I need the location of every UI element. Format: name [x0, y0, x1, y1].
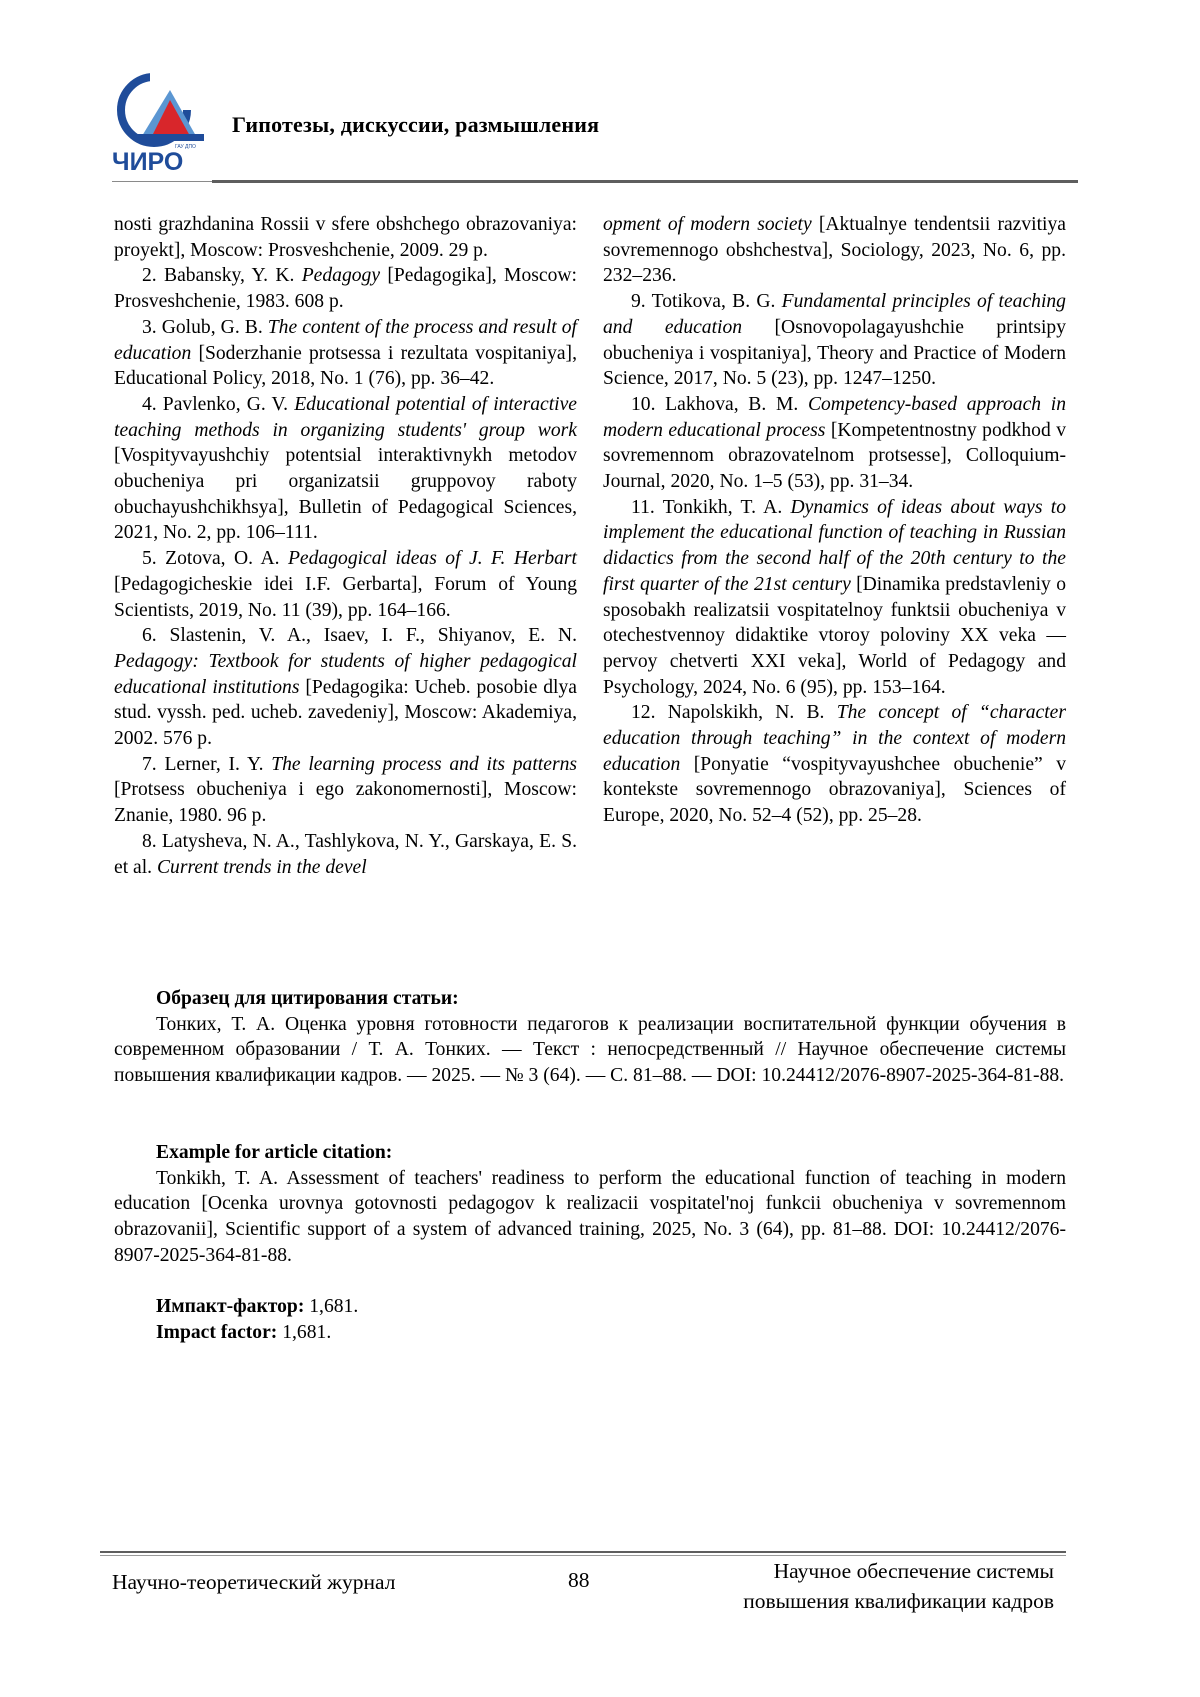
- chiro-logo: [112, 70, 212, 174]
- logo-gap: [150, 70, 212, 110]
- impact-factor-en: Impact factor: 1,681.: [156, 1321, 332, 1343]
- citation-en-heading: Example for article citation:: [156, 1142, 393, 1163]
- section-title: Гипотезы, дискуссии, размышления: [232, 112, 600, 137]
- reference-10: 10. Lakhova, B. M. Competency-based approach in modern educational process [Kompetentnostny podkhod v sovremennom obrazovatelnom protsesse], Colloquium-Journal, 2020, No. 1–5 (53), pp. 31–34.: [603, 393, 1066, 493]
- citation-ru-block: [114, 986, 1066, 1089]
- reference-11: 11. Tonkikh, T. A. Dynamics of ideas about ways to implement the educational function of teaching in Russian didactics from the second half of the 20th century to the first quarter of the 21st century [Dinamika predstavleniy o sposobakh realizatsii vospitatelnoy funktsii obucheniya v otechestvennoy didaktike vtoroy poloviny XX veka — pervoy chetverti XXI veka], World of Pedagogy and Psychology, 2024, No. 6 (95), pp. 153–164.: [603, 496, 1066, 698]
- impact-factor-ru: Импакт-фактор: 1,681.: [156, 1296, 359, 1317]
- reference-12: 12. Napolskikh, N. B. The concept of “character education through teaching” in the context of modern education [Ponyatie “vospityvayushchee obuchenie” v kontekste sovremennogo obrazovaniya], Sciences of Europe, 2020, No. 52–4 (52), pp. 25–28.: [603, 702, 1067, 827]
- footer-journal-title-line1: Научное обеспечение системы: [773, 1559, 1054, 1583]
- header-rule-left: [112, 181, 212, 182]
- logo-base-bar: [136, 134, 204, 141]
- citation-en-block: [114, 1140, 1066, 1269]
- reference-8-start: 8. Latysheva, N. A., Tashlykova, N. Y., Garskaya, E. S. et al. Current trends in the devel: [114, 830, 577, 878]
- logo-small-text: ГАУ ДПО: [175, 144, 196, 150]
- footer-rule: [100, 1551, 1066, 1553]
- citation-ru-heading: Образец для цитирования статьи:: [156, 988, 459, 1009]
- reference-3: 3. Golub, G. B. The content of the process and result of education [Soderzhanie protsessa i rezultata vospitaniya], Educational Policy, 2018, No. 1 (76), pp. 36–42.: [114, 316, 577, 390]
- citation-ru-text: Тонких, Т. А. Оценка уровня готовности педагогов к реализации воспитательной функции обучения в современном образовании / Т. А. Тонких. — Текст : непосредственный // Научное обеспечение системы повышения квалификации кадров. — 2025. — № 3 (64). — С. 81–88. — DOI: 10.24412/2076-8907-2025-364-81-88.: [114, 1013, 1066, 1087]
- citation-en-text: Tonkikh, T. A. Assessment of teachers' readiness to perform the educational function of teaching in modern education [Ocenka urovnya gotovnosti pedagogov k realizacii vospitatel'noj funkcii obucheniya v sovremennom obrazovanii], Scientific support of a system of advanced training, 2025, No. 3 (64), pp. 81–88. DOI: 10.24412/2076-8907-2025-364-81-88.: [114, 1167, 1066, 1266]
- header-rule: [212, 180, 1078, 183]
- footer-journal-title-line2: повышения квалификации кадров: [743, 1589, 1054, 1613]
- references-left-column: [114, 212, 577, 880]
- reference-2: 2. Babansky, Y. K. Pedagogy [Pedagogika], Moscow: Prosveshchenie, 1983. 608 p.: [114, 265, 577, 313]
- references-right-column: [603, 212, 1066, 829]
- reference-7: 7. Lerner, I. Y. The learning process and its patterns [Protsess obucheniya i ego zakonomernosti], Moscow: Znanie, 1980. 96 p.: [114, 753, 577, 827]
- reference-1-continued: nosti grazhdanina Rossii v sfere obshchego obrazovaniya: proyekt], Moscow: Prosveshchenie, 2009. 29 p.: [114, 214, 577, 261]
- reference-5: 5. Zotova, O. A. Pedagogical ideas of J. F. Herbart [Pedagogicheskie idei I.F. Gerbarta], Forum of Young Scientists, 2019, No. 11 (39), pp. 164–166.: [114, 548, 577, 621]
- reference-4: 4. Pavlenko, G. V. Educational potential of interactive teaching methods in organizing students' group work [Vospityvayushchiy potentsial interaktivnykh metodov obucheniya pri organizatsii gruppovoy raboty obuchayushchikhsya], Bulletin of Pedagogical Sciences, 2021, No. 2, pp. 106–111.: [114, 393, 578, 544]
- impact-factor-block: [156, 1294, 358, 1345]
- logo-text: ЧИРО: [112, 148, 184, 174]
- reference-6: 6. Slastenin, V. A., Isaev, I. F., Shiyanov, E. N. Pedagogy: Textbook for students of higher pedagogical educational institutions [Pedagogika: Ucheb. posobie dlya stud. vyssh. ped. ucheb. zavedeniy], Moscow: Akademiya, 2002. 576 p.: [114, 625, 577, 750]
- page-number: 88: [568, 1568, 590, 1592]
- reference-8-continued: opment of modern society [Aktualnye tendentsii razvitiya sovremennogo obshchestva], Sociology, 2023, No. 6, pp. 232–236.: [603, 214, 1066, 287]
- reference-9: 9. Totikova, B. G. Fundamental principles of teaching and education [Osnovopolagayushchie printsipy obucheniya i vospitaniya], Theory and Practice of Modern Science, 2017, No. 5 (23), pp. 1247–1250.: [603, 291, 1066, 390]
- footer-journal-type: Научно-теоретический журнал: [112, 1570, 396, 1594]
- footer-journal-title: [634, 1556, 1054, 1616]
